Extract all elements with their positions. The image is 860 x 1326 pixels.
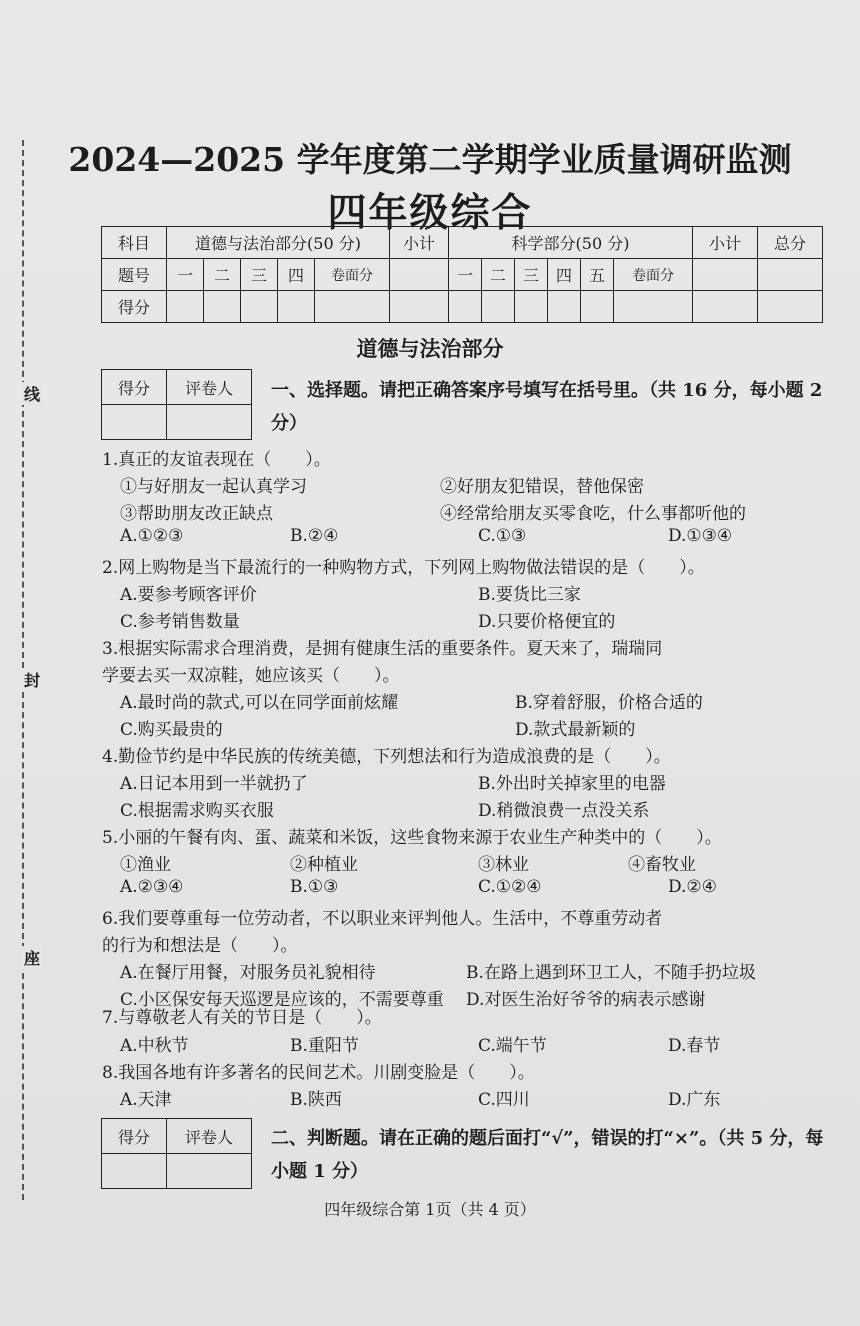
q1-option: ①与好朋友一起认真学习 [120, 477, 307, 497]
grader-box-1 [101, 369, 252, 440]
exam-title: 2024—2025 学年度第二学期学业质量调研监测 [68, 140, 792, 179]
q5-answer: A.②③④ [120, 877, 184, 897]
cell-subtotal2: 小计 [693, 227, 758, 259]
q5-option: ①渔业 [120, 855, 171, 875]
q4-option: D.稍微浪费一点没关系 [478, 801, 650, 821]
q7-option: D.春节 [668, 1036, 721, 1056]
question-2-stem: 2.网上购物是当下最流行的一种购物方式，下列网上购物做法错误的是（ ）。 [102, 558, 705, 578]
cell-p2-item: 一 [449, 259, 482, 291]
score-input-cell[interactable] [278, 291, 315, 323]
cell-empty [693, 259, 758, 291]
grader-score-label: 得分 [102, 370, 167, 405]
q5-option: ④畜牧业 [628, 855, 696, 875]
cell-p1-neat: 卷面分 [315, 259, 390, 291]
q3-option: C.购买最贵的 [120, 720, 223, 740]
q2-option: B.要货比三家 [478, 585, 581, 605]
cell-p2-item: 五 [581, 259, 614, 291]
cell-p1-item: 二 [204, 259, 241, 291]
grader-score-cell[interactable] [102, 405, 167, 440]
cell-part2: 科学部分(50 分) [449, 227, 693, 259]
grader-score-label: 得分 [102, 1119, 167, 1154]
q1-answer: B.②④ [290, 526, 339, 546]
q1-answer: C.①③ [478, 526, 527, 546]
binding-label-seal: 封 [22, 668, 42, 691]
q5-answer: D.②④ [668, 877, 717, 897]
score-input-cell[interactable] [581, 291, 614, 323]
q3-option: A.最时尚的款式,可以在同学面前炫耀 [120, 693, 399, 713]
q4-option: B.外出时关掉家里的电器 [478, 774, 666, 794]
q2-option: C.参考销售数量 [120, 612, 240, 632]
q8-option: B.陕西 [290, 1090, 342, 1110]
q7-option: A.中秋节 [120, 1036, 189, 1056]
cell-p1-item: 一 [167, 259, 204, 291]
score-input-cell[interactable] [241, 291, 278, 323]
score-input-cell[interactable] [614, 291, 693, 323]
q1-answer: A.①②③ [120, 526, 184, 546]
cell-p2-item: 三 [515, 259, 548, 291]
q6-option: D.对医生治好爷爷的病表示感谢 [466, 990, 706, 1010]
q5-answer: C.①②④ [478, 877, 542, 897]
q5-answer: B.①③ [290, 877, 339, 897]
q1-answer: D.①③④ [668, 526, 733, 546]
q4-option: C.根据需求购买衣服 [120, 801, 274, 821]
cell-p2-neat: 卷面分 [614, 259, 693, 291]
q8-option: D.广东 [668, 1090, 721, 1110]
q1-option: ④经常给朋友买零食吃，什么事都听他的 [440, 504, 746, 524]
q2-option: D.只要价格便宜的 [478, 612, 616, 632]
q5-option: ③林业 [478, 855, 529, 875]
score-input-cell[interactable] [315, 291, 390, 323]
binding-label-seat: 座 [22, 946, 42, 969]
question-7-stem: 7.与尊敬老人有关的节日是（ ）。 [102, 1008, 382, 1028]
cell-empty [758, 259, 823, 291]
question-5-stem: 5.小丽的午餐有肉、蛋、蔬菜和米饭，这些食物来源于农业生产种类中的（ ）。 [102, 828, 722, 848]
cell-total: 总分 [758, 227, 823, 259]
score-input-cell[interactable] [449, 291, 482, 323]
q8-option: C.四川 [478, 1090, 530, 1110]
exam-subtitle: 四年级综合 [327, 190, 533, 236]
grader-score-cell[interactable] [102, 1154, 167, 1189]
section-heading: 道德与法治部分 [356, 336, 504, 361]
grader-reviewer-label: 评卷人 [167, 1119, 252, 1154]
section2-title: 二、判断题。请在正确的题后面打“√”，错误的打“×”。（共 5 分，每小题 1 分） [271, 1128, 824, 1182]
question-6-stem: 6.我们要尊重每一位劳动者，不以职业来评判他人。生活中，不尊重劳动者 [102, 909, 663, 929]
q6-option: C.小区保安每天巡逻是应该的，不需要尊重 [120, 990, 444, 1010]
q7-option: C.端午节 [478, 1036, 547, 1056]
question-8-stem: 8.我国各地有许多著名的民间艺术。川剧变脸是（ ）。 [102, 1063, 535, 1083]
q5-option: ②种植业 [290, 855, 358, 875]
score-input-cell[interactable] [515, 291, 548, 323]
cell-score-label: 得分 [102, 291, 167, 323]
cell-subject: 科目 [102, 227, 167, 259]
grader-reviewer-label: 评卷人 [167, 370, 252, 405]
score-input-cell[interactable] [548, 291, 581, 323]
section1-title: 一、选择题。请把正确答案序号填写在括号里。（共 16 分，每小题 2 分） [271, 380, 823, 434]
question-4-stem: 4.勤俭节约是中华民族的传统美德，下列想法和行为造成浪费的是（ ）。 [102, 747, 671, 767]
q6-option: B.在路上遇到环卫工人，不随手扔垃圾 [466, 963, 756, 983]
score-input-cell[interactable] [167, 291, 204, 323]
cell-subtotal1: 小计 [390, 227, 449, 259]
score-input-cell[interactable] [758, 291, 823, 323]
q6-option: A.在餐厅用餐，对服务员礼貌相待 [120, 963, 376, 983]
page-footer: 四年级综合第 1页（共 4 页） [324, 1200, 536, 1219]
question-1-stem: 1.真正的友谊表现在（ ）。 [102, 450, 331, 470]
cell-item-label: 题号 [102, 259, 167, 291]
grader-box-2 [101, 1118, 252, 1189]
q1-option: ③帮助朋友改正缺点 [120, 504, 273, 524]
cell-p2-item: 四 [548, 259, 581, 291]
cell-p1-item: 三 [241, 259, 278, 291]
score-table [101, 226, 823, 323]
grader-reviewer-cell[interactable] [167, 405, 252, 440]
binding-label-line: 线 [22, 382, 42, 405]
cell-empty [390, 259, 449, 291]
score-input-cell[interactable] [390, 291, 449, 323]
score-input-cell[interactable] [693, 291, 758, 323]
question-3-stem: 3.根据实际需求合理消费，是拥有健康生活的重要条件。夏天来了，瑞瑞同 [102, 639, 663, 659]
q7-option: B.重阳节 [290, 1036, 359, 1056]
score-input-cell[interactable] [204, 291, 241, 323]
question-6-stem-cont: 的行为和想法是（ ）。 [102, 936, 298, 956]
q3-option: D.款式最新颖的 [515, 720, 636, 740]
cell-part1: 道德与法治部分(50 分) [167, 227, 390, 259]
cell-p2-item: 二 [482, 259, 515, 291]
score-input-cell[interactable] [482, 291, 515, 323]
q2-option: A.要参考顾客评价 [120, 585, 257, 605]
grader-reviewer-cell[interactable] [167, 1154, 252, 1189]
q8-option: A.天津 [120, 1090, 172, 1110]
q1-option: ②好朋友犯错误，替他保密 [440, 477, 644, 497]
q4-option: A.日记本用到一半就扔了 [120, 774, 308, 794]
q3-option: B.穿着舒服，价格合适的 [515, 693, 703, 713]
question-3-stem-cont: 学要去买一双凉鞋，她应该买（ ）。 [102, 666, 400, 686]
cell-p1-item: 四 [278, 259, 315, 291]
